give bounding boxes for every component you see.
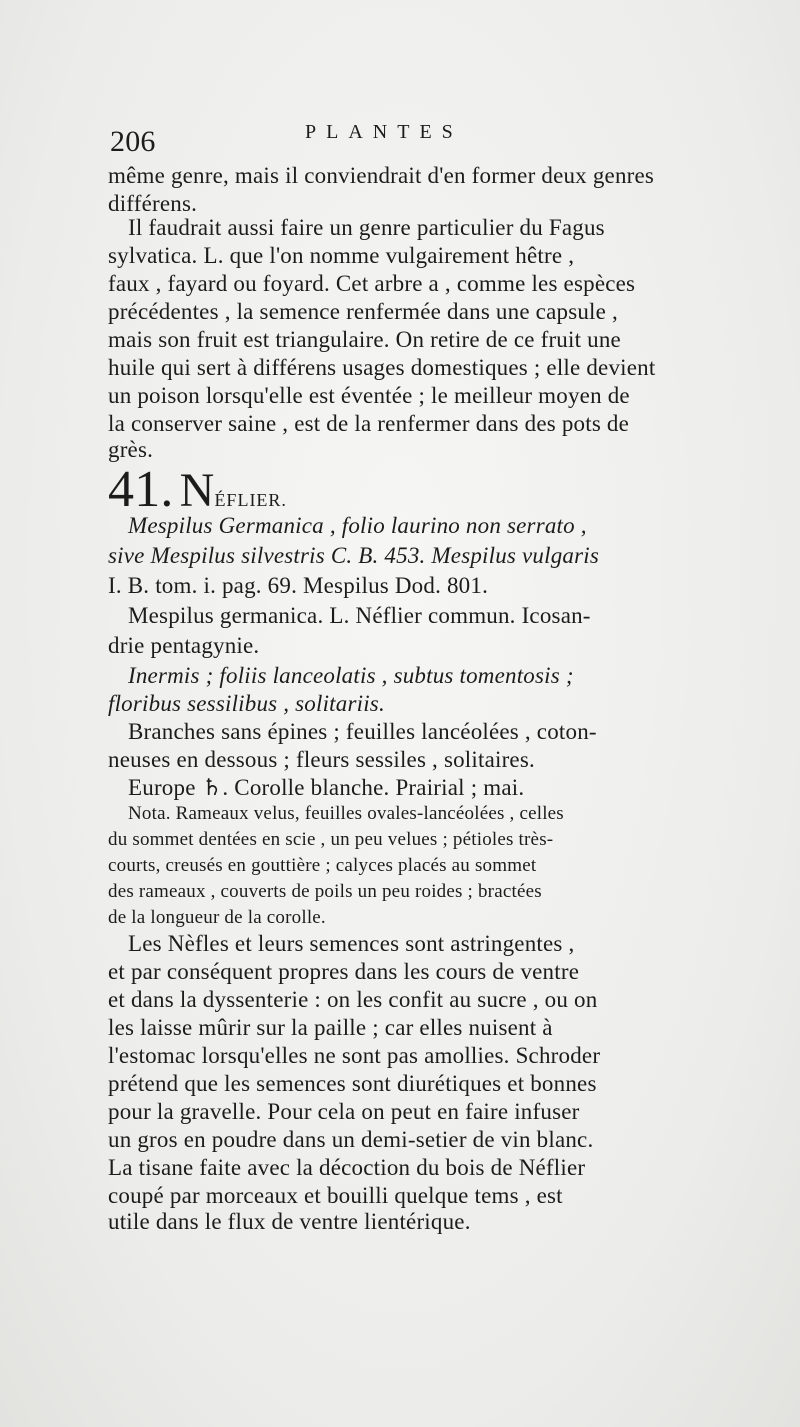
nota-line: du sommet dentées en scie , un peu velues ; pétioles très- xyxy=(108,829,554,850)
text-line: pour la gravelle. Pour cela on peut en faire infuser xyxy=(108,1099,580,1124)
nota-line: des rameaux , couverts de poils un peu roides ; bractées xyxy=(108,881,542,902)
diagnosis-line: floribus sessilibus , solitariis. xyxy=(108,691,385,716)
synonym-line: drie pentagynie. xyxy=(108,633,260,658)
text-line: mais son fruit est triangulaire. On retire de ce fruit une xyxy=(108,327,621,352)
text-line: l'estomac lorsqu'elles ne sont pas amollies. Schroder xyxy=(108,1043,601,1068)
text-line: précédentes , la semence renfermée dans une capsule , xyxy=(108,299,618,324)
text-line: même genre, mais il conviendrait d'en former deux genres xyxy=(108,163,655,188)
synonym-line: I. B. tom. i. pag. 69. Mespilus Dod. 801. xyxy=(108,573,489,598)
text-line: huile qui sert à différens usages domestiques ; elle devient xyxy=(108,355,656,380)
entry-initial: N xyxy=(179,464,215,517)
text-line: un poison lorsqu'elle est éventée ; le meilleur moyen de xyxy=(108,383,630,408)
text-line: Il faudrait aussi faire un genre particulier du Fagus xyxy=(128,215,605,240)
synonym-line: sive Mespilus silvestris C. B. 453. Mespilus vulgaris xyxy=(108,543,600,568)
text-line: prétend que les semences sont diurétiques et bonnes xyxy=(108,1071,597,1096)
synonym-line: Mespilus Germanica , folio laurino non serrato , xyxy=(128,513,587,538)
diagnosis-line: Inermis ; foliis lanceolatis , subtus tomentosis ; xyxy=(128,663,574,688)
text-line: un gros en poudre dans un demi-setier de vin blanc. xyxy=(108,1127,594,1152)
description-line: Branches sans épines ; feuilles lancéolées , coton- xyxy=(128,719,597,744)
text-line: faux , fayard ou foyard. Cet arbre a , comme les espèces xyxy=(108,271,636,296)
entry-name: ÉFLIER. xyxy=(214,490,287,510)
text-line: Les Nèfles et leurs semences sont astringentes , xyxy=(128,931,575,956)
synonym-line: Mespilus germanica. L. Néflier commun. Icosan- xyxy=(128,603,591,628)
entry-number: 41. xyxy=(108,461,174,518)
text-line: La tisane faite avec la décoction du bois de Néflier xyxy=(108,1155,586,1180)
text-line: utile dans le flux de ventre lientérique. xyxy=(108,1209,471,1234)
nota-line: Nota. Rameaux velus, feuilles ovales-lancéolées , celles xyxy=(128,803,564,824)
text-line: la conserver saine , est de la renfermer dans des pots de xyxy=(108,411,630,436)
nota-line: de la longueur de la corolle. xyxy=(108,907,326,928)
text-line: et dans la dyssenterie : on les confit au sucre , ou on xyxy=(108,987,598,1012)
text-line: les laisse mûrir sur la paille ; car elles nuisent à xyxy=(108,1015,553,1040)
text-line: et par conséquent propres dans les cours de ventre xyxy=(108,959,580,984)
text-line: sylvatica. L. que l'on nomme vulgairement hêtre , xyxy=(108,243,575,268)
description-line: Europe ♄. Corolle blanche. Prairial ; mai. xyxy=(128,775,525,800)
nota-line: courts, creusés en gouttière ; calyces placés au sommet xyxy=(108,855,537,876)
text-line: différens. xyxy=(108,191,198,216)
description-line: neuses en dessous ; fleurs sessiles , solitaires. xyxy=(108,747,535,772)
text-line: grès. xyxy=(108,437,154,462)
page-number: 206 xyxy=(110,125,156,158)
running-head: PLANTES xyxy=(305,121,463,143)
entry-heading xyxy=(108,461,287,518)
text-line: coupé par morceaux et bouilli quelque tems , est xyxy=(108,1183,563,1208)
